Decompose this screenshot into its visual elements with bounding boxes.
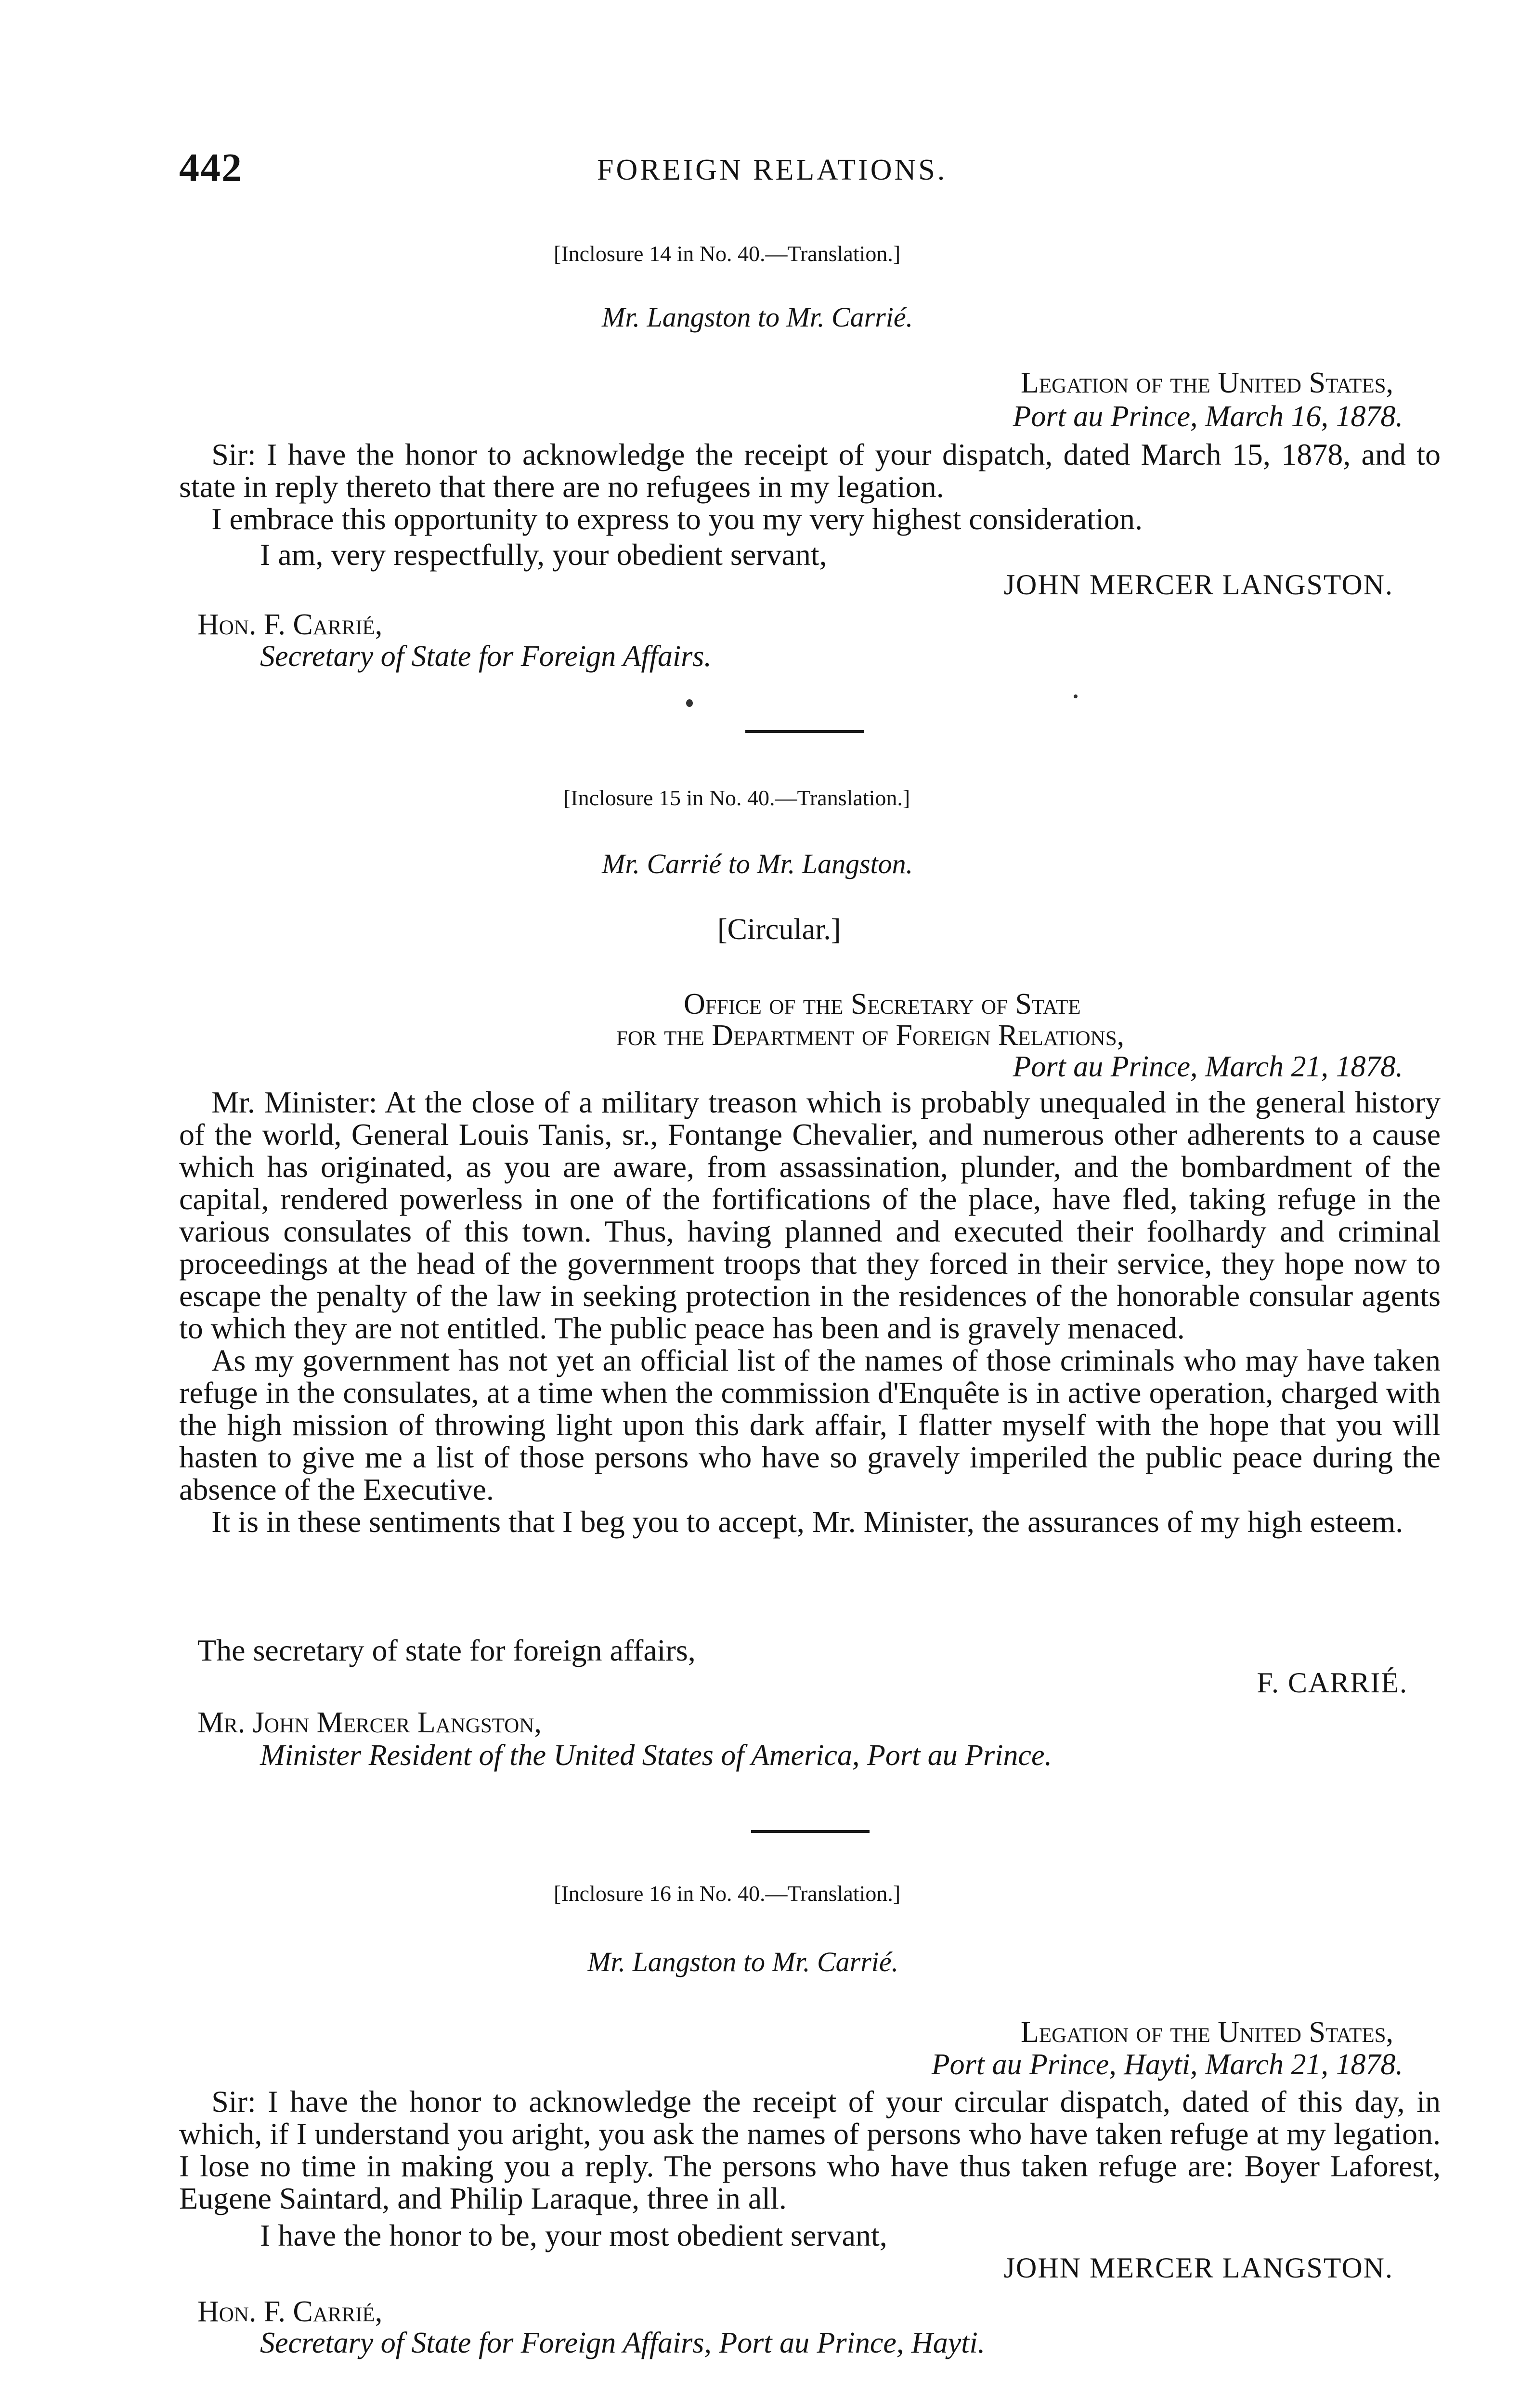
body-paragraph: It is in these sentiments that I beg you to accept, Mr. Minister, the assurances of my high esteem. [211,1505,1403,1539]
body-paragraph: I embrace this opportunity to express to you my very highest consideration. [211,502,1143,536]
letter-date-line: Port au Prince, March 16, 1878. [1013,400,1403,433]
letter-body [179,438,1441,535]
addressee-name: Hon. F. Carrié, [197,2295,383,2328]
addressee-title: Secretary of State for Foreign Affairs. [260,640,712,673]
running-title: FOREIGN RELATIONS. [597,154,948,186]
letter-closing: I am, very respectfully, your obedient servant, [260,537,827,572]
office-line: for the Department of Foreign Relations, [616,1019,1125,1052]
letter-closing: The secretary of state for foreign affairs, [197,1633,696,1667]
addressee-name: Mr. John Mercer Langston, [197,1706,542,1739]
letter-place-line: Legation of the United States, [1021,366,1393,399]
inclosure-heading: [Inclosure 16 in No. 40.—Translation.] [554,1881,901,1906]
letter-title: Mr. Langston to Mr. Carrié. [602,301,913,333]
addressee-title: Secretary of State for Foreign Affairs, Port au Prince, Hayti. [260,2327,986,2359]
office-line: Office of the Secretary of State [684,988,1081,1021]
body-paragraph: Sir: I have the honor to acknowledge the receipt of your dispatch, dated March 15, 1878, and to state in reply thereto that there are no refugees in my legation. [179,437,1441,504]
addressee-name: Hon. F. Carrié, [197,608,383,641]
section-divider [751,1830,870,1833]
circular-label: [Circular.] [717,913,841,946]
body-paragraph: Sir: I have the honor to acknowledge the receipt of your circular dispatch, dated of this day, in which, if I understand you aright, you ask the names of persons who have taken refuge at my legation. I lose no time in making you a reply. The persons who have thus taken refuge are: Boyer Laforest, Eugene Saintard, and Philip Laraque, three in all. [179,2084,1441,2215]
letter-body [179,2085,1441,2214]
print-speck [1074,694,1078,698]
body-paragraph: As my government has not yet an official list of the names of those criminals who may have taken refuge in the consulates, at a time when the commission d'Enquête is in active operation, charged with the high mission of throwing light upon this dark affair, I flatter myself with the hope that you will hasten to give me a list of those persons who have so gravely imperiled the public peace during the absence of the Executive. [179,1343,1441,1506]
letter-place-line: Legation of the United States, [1021,2016,1393,2049]
letter-date-line: Port au Prince, Hayti, March 21, 1878. [931,2048,1403,2081]
letter-date-line: Port au Prince, March 21, 1878. [1013,1050,1403,1083]
letter-signature: JOHN MERCER LANGSTON. [1003,2252,1393,2284]
letter-closing: I have the honor to be, your most obedient servant, [260,2218,887,2252]
body-paragraph: Mr. Minister: At the close of a military treason which is probably unequaled in the general history of the world, General Louis Tanis, sr., Fontange Chevalier, and numerous other adherents to a cause which has originated, as you are aware, from assassination, plunder, and the bombardment of the capital, rendered powerless in one of the fortifications of the place, have fled, taking refuge in the various consulates of this town. Thus, having planned and executed their foolhardy and criminal proceedings at the head of the government troops that they forced in their service, they hope now to escape the penalty of the law in seeking protection in the residences of the honorable consular agents to which they are not entitled. The public peace has been and is gravely menaced. [179,1085,1441,1345]
letter-title: Mr. Carrié to Mr. Langston. [602,848,913,879]
letter-signature: F. CARRIÉ. [1257,1667,1408,1699]
letter-signature: JOHN MERCER LANGSTON. [1003,569,1393,601]
letter-title: Mr. Langston to Mr. Carrié. [587,1946,899,1977]
inclosure-heading: [Inclosure 14 in No. 40.—Translation.] [554,241,901,266]
inclosure-heading: [Inclosure 15 in No. 40.—Translation.] [563,785,910,810]
section-divider [745,730,864,733]
page-number: 442 [179,145,243,190]
print-speck [686,699,693,707]
letter-body [179,1086,1441,1538]
addressee-title: Minister Resident of the United States of America, Port au Prince. [260,1739,1052,1772]
